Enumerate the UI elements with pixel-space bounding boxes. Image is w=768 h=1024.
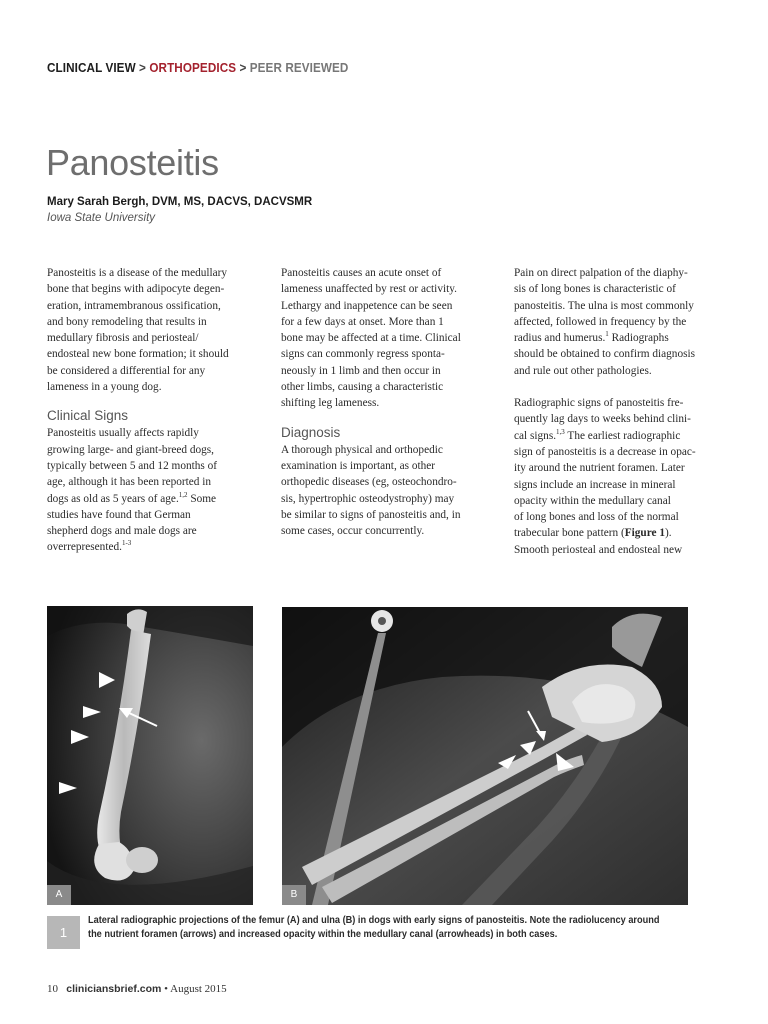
figure-label-a: A	[47, 885, 71, 905]
text-column-2	[281, 265, 481, 539]
breadcrumb-separator: >	[239, 60, 247, 75]
breadcrumb-peer-reviewed[interactable]: PEER REVIEWED	[249, 60, 349, 75]
diagnosis-paragraph: A thorough physical and orthopedic examination is important, as other orthopedic diseases (eg, osteochondro- sis, hypertrophic osteodystrophy) may be similar to signs of panosteitis and, in some cases, occur concurrently.	[281, 443, 461, 538]
clinical-signs-paragraph: Panosteitis usually affects rapidly growing large- and giant-breed dogs, typically between 5 and 12 months of age, although it has been reported in dogs as old as 5 years of age.$^{1,2}$ Some studies have found that German shepherd dogs and male dogs are overrepresented.$^{1-3}$	[47, 427, 218, 554]
radiograph-femur-image	[47, 606, 253, 905]
breadcrumb-clinical-view[interactable]: CLINICAL VIEW	[47, 60, 136, 75]
palpation-paragraph: Pain on direct palpation of the diaphy- sis of long bones is characteristic of panosteitis. The ulna is most commonly affected, followed in frequency by the radius and humerus.$^1$ Radiographs should be obtained to confirm diagnosis and rule out other pathologies.	[514, 267, 696, 377]
breadcrumb-orthopedics[interactable]: ORTHOPEDICS	[149, 60, 237, 75]
issue-date: August 2015	[170, 983, 227, 995]
footer-bullet: •	[164, 983, 168, 995]
reference-superscript[interactable]: 1,3	[556, 427, 565, 436]
figure-number-badge: 1	[47, 916, 80, 949]
diagnosis-heading: Diagnosis	[281, 424, 341, 440]
figure-caption	[88, 914, 660, 941]
onset-paragraph: Panosteitis causes an acute onset of lameness unaffected by rest or activity. Lethargy and inappetence can be seen for a few days at onset. More than 1 bone may be affected at a time. Clinical signs can commonly regress sponta- neously in 1 limb and then occur in other limbs, causing a characteristic shifting leg lameness.	[281, 267, 461, 410]
breadcrumb	[47, 60, 348, 75]
breadcrumb-separator: >	[139, 60, 146, 75]
clinical-signs-heading: Clinical Signs	[47, 408, 129, 424]
author-affiliation: Iowa State University	[47, 212, 156, 224]
figure-reference-link[interactable]: Figure 1	[624, 527, 665, 540]
site-link[interactable]: cliniciansbrief.com	[66, 983, 162, 995]
text-column-3	[514, 265, 714, 558]
reference-superscript[interactable]: 1-3	[121, 539, 132, 548]
text-column-1	[47, 265, 247, 556]
page-footer	[47, 983, 227, 995]
intro-paragraph: Panosteitis is a disease of the medullary bone that begins with adipocyte degen- eration, intramembranous ossification, and bony remodeling that results in medullary fibrosis and periosteal/ endosteal new bone formation; it should be considered a differential for any lameness in a young dog.	[47, 267, 229, 394]
reference-superscript[interactable]: 1	[605, 330, 609, 339]
author-name: Mary Sarah Bergh, DVM, MS, DACVS, DACVSMR	[47, 196, 313, 208]
reference-superscript[interactable]: 1,2	[178, 490, 188, 499]
caption-line: Lateral radiographic projections of the femur (A) and ulna (B) in dogs with early signs of panosteitis. Note the radiolucency around	[88, 915, 660, 926]
caption-line: the nutrient foramen (arrows) and increased opacity within the medullary canal (arrowheads) in both cases.	[88, 928, 558, 940]
page-number: 10	[47, 983, 58, 995]
radiograph-ulna-image	[282, 607, 688, 905]
radiographic-signs-paragraph: Radiographic signs of panosteitis fre- quently lag days to weeks behind clini- cal signs.$^{1,3}$ The earliest radiographic sign of panosteitis is a decrease in opac- ity around the nutrient foramen. Later signs include an increase in mineral opacity within the medullary canal of long bones and loss of the normal trabecular bone pattern (Figure 1). Smooth periosteal and endosteal new	[514, 397, 696, 556]
figure-label-b: B	[282, 885, 306, 905]
article-title: Panosteitis	[46, 142, 219, 183]
